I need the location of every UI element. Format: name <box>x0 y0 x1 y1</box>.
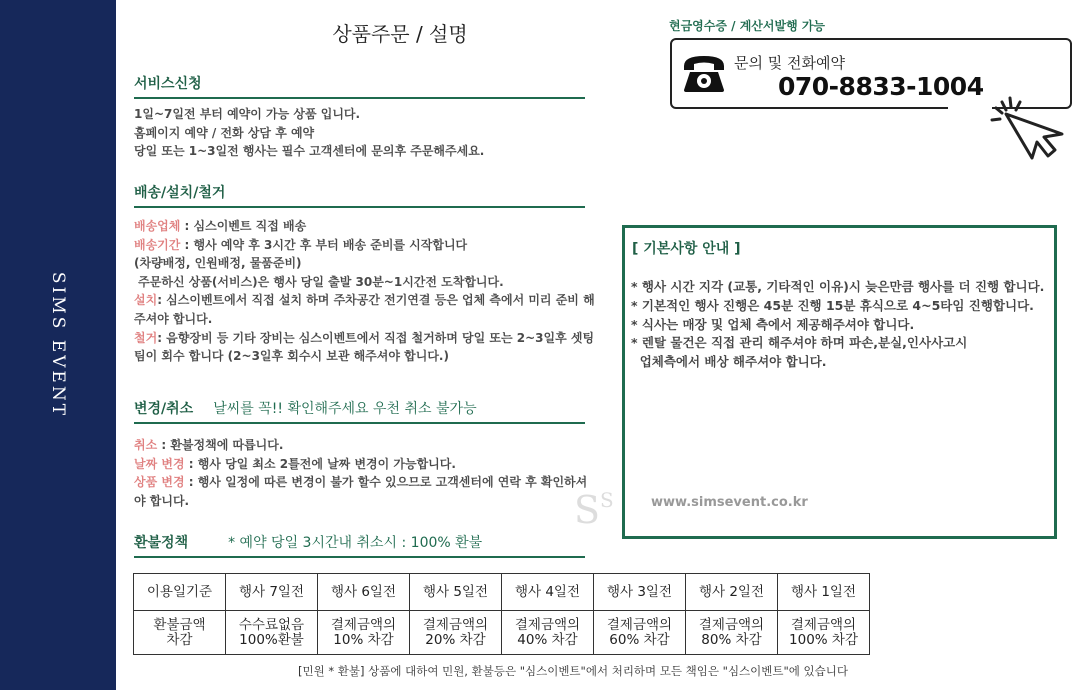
table-header-cell: 행사 5일전 <box>410 574 502 611</box>
service-line-2: 홈페이지 예약 / 전화 상담 후 예약 <box>134 125 315 140</box>
table-cell <box>778 611 870 655</box>
info-item-5: 업체측에서 배상 해주셔야 합니다. <box>631 354 827 370</box>
cancel-text: : 환불정책에 따릅니다. <box>157 438 284 452</box>
cell-line: 10% 차감 <box>333 631 394 648</box>
cell-line: 결제금액의 <box>698 616 765 633</box>
delivery-time-label: 배송기간 <box>134 237 181 252</box>
section-heading-change <box>134 398 585 424</box>
watermark-big: S <box>574 488 601 532</box>
telephone-icon <box>680 52 728 94</box>
product-change-label: 상품 변경 <box>134 475 185 490</box>
table-cell <box>594 611 686 655</box>
product-change-line <box>134 473 596 510</box>
date-change-label: 날짜 변경 <box>134 456 185 471</box>
change-description <box>134 436 596 510</box>
table-header-cell: 행사 2일전 <box>686 574 778 611</box>
cell-line: 100%환불 <box>239 631 304 648</box>
weather-note: 날씨를 꼭!! 확인해주세요 우천 취소 불가능 <box>213 401 477 417</box>
cell-line: 환불금액 <box>153 616 206 633</box>
refund-note: * 예약 당일 3시간내 취소시 : 100% 환불 <box>228 535 483 551</box>
cancel-label: 취소 <box>134 438 158 452</box>
table-cell <box>318 611 410 655</box>
phone-label: 문의 및 전화예약 <box>734 54 845 72</box>
table-header-cell: 이용일기준 <box>134 574 226 611</box>
delivery-company-text: : 심스이벤트 직접 배송 <box>180 219 307 233</box>
cell-line: 결제금액의 <box>422 616 489 633</box>
info-list <box>631 278 1056 372</box>
info-item-1: * 행사 시간 지각 (교통, 기타적인 이유)시 늦은만큼 행사를 더 진행 합니다. <box>631 279 1045 294</box>
cell-line: 결제금액의 <box>790 616 857 633</box>
website-url[interactable]: www.simsevent.co.kr <box>651 495 808 510</box>
section-heading-delivery-text: 배송/설치/철거 <box>134 185 226 201</box>
delivery-company-line <box>134 217 596 236</box>
brand-vertical-text: SIMS EVENT <box>48 271 68 419</box>
delivery-description <box>134 217 596 366</box>
service-description <box>134 105 596 161</box>
delivery-remove-label: 철거 <box>134 330 158 345</box>
section-heading-refund <box>134 532 585 558</box>
cell-line: 결제금액의 <box>606 616 673 633</box>
table-header-cell: 행사 7일전 <box>226 574 318 611</box>
delivery-time-line <box>134 236 596 255</box>
table-header-cell: 행사 4일전 <box>502 574 594 611</box>
table-cell <box>686 611 778 655</box>
product-change-text: : 행사 일정에 따른 변경이 불가 할수 있으므로 고객센터에 연락 후 확인하셔야 합니다. <box>134 475 588 508</box>
table-row <box>134 611 870 655</box>
table-cell <box>410 611 502 655</box>
table-header-cell: 행사 1일전 <box>778 574 870 611</box>
section-heading-refund-text: 환불정책 <box>134 535 189 551</box>
watermark-small: S <box>600 488 614 512</box>
section-heading-delivery <box>134 182 585 208</box>
cell-line: 결제금액의 <box>514 616 581 633</box>
delivery-install-line <box>134 291 596 328</box>
sidebar <box>0 0 116 690</box>
date-change-line <box>134 455 596 474</box>
cell-line: 수수료없음 <box>238 616 305 633</box>
receipt-note: 현금영수증 / 계산서발행 가능 <box>669 19 826 33</box>
delivery-time-sub: (차량배정, 인원배정, 물품준비) <box>134 256 302 271</box>
info-item-4: * 렌탈 물건은 직접 관리 해주셔야 하며 파손,분실,인사사고시 <box>631 335 968 351</box>
service-line-1: 1일~7일전 부터 예약이 가능 상품 입니다. <box>134 107 361 121</box>
section-heading-service-text: 서비스신청 <box>134 76 202 92</box>
delivery-install-label: 설치 <box>134 293 158 308</box>
table-header-cell: 행사 3일전 <box>594 574 686 611</box>
click-cursor-icon <box>944 88 1074 164</box>
cell-line: 60% 차감 <box>609 631 670 648</box>
refund-table <box>133 573 870 655</box>
section-heading-change-text: 변경/취소 <box>134 401 194 417</box>
table-cell <box>502 611 594 655</box>
cancel-line <box>134 436 596 455</box>
delivery-time-sub2: 주문하신 상품(서비스)은 행사 당일 출발 30분~1시간전 도착합니다. <box>134 274 504 289</box>
delivery-install-text: : 심스이벤트에서 직접 설치 하며 주차공간 전기연결 등은 업체 측에서 미리 준비 해주셔야 합니다. <box>134 293 595 326</box>
info-item-3: * 식사는 매장 및 업체 측에서 제공해주셔야 합니다. <box>631 316 915 332</box>
basic-info-box <box>622 225 1057 539</box>
cell-line: 결제금액의 <box>330 616 397 633</box>
info-item-2: * 기본적인 행사 진행은 45분 진행 15분 휴식으로 4~5타임 진행합니다. <box>631 297 1034 313</box>
cell-line: 20% 차감 <box>425 631 486 648</box>
delivery-company-label: 배송업체 <box>134 219 181 233</box>
page-title: 상품주문 / 설명 <box>332 22 468 46</box>
table-cell <box>134 611 226 655</box>
table-header-row <box>134 574 870 611</box>
delivery-time-text: : 행사 예약 후 3시간 후 부터 배송 준비를 시작합니다 <box>180 237 468 252</box>
cell-line: 40% 차감 <box>517 631 578 648</box>
cell-line: 차감 <box>166 631 193 648</box>
phone-number[interactable]: 070-8833-1004 <box>778 72 984 101</box>
info-box-title: [ 기본사항 안내 ] <box>632 241 741 257</box>
table-cell <box>226 611 318 655</box>
cell-line: 100% 차감 <box>789 631 858 648</box>
delivery-remove-text: : 음향장비 등 기타 장비는 심스이벤트에서 직접 철거하며 당일 또는 2~3일후 셋팅 팀이 회수 합니다 (2~3일후 회수시 보관 해주셔야 합니다.) <box>134 330 595 364</box>
cell-line: 80% 차감 <box>701 631 762 648</box>
table-header-cell: 행사 6일전 <box>318 574 410 611</box>
section-heading-service <box>134 73 585 99</box>
service-line-3: 당일 또는 1~3일전 행사는 필수 고객센터에 문의후 주문해주세요. <box>134 144 485 159</box>
watermark-logo <box>574 488 614 532</box>
date-change-text: : 행사 당일 최소 2틀전에 날짜 변경이 가능합니다. <box>184 456 456 471</box>
delivery-remove-line <box>134 329 596 366</box>
footer-notice: [민원 * 환불] 상품에 대하여 민원, 환불등은 "심스이벤트"에서 처리하며 모든 책임은 "심스이벤트"에 있습니다 <box>298 664 848 678</box>
